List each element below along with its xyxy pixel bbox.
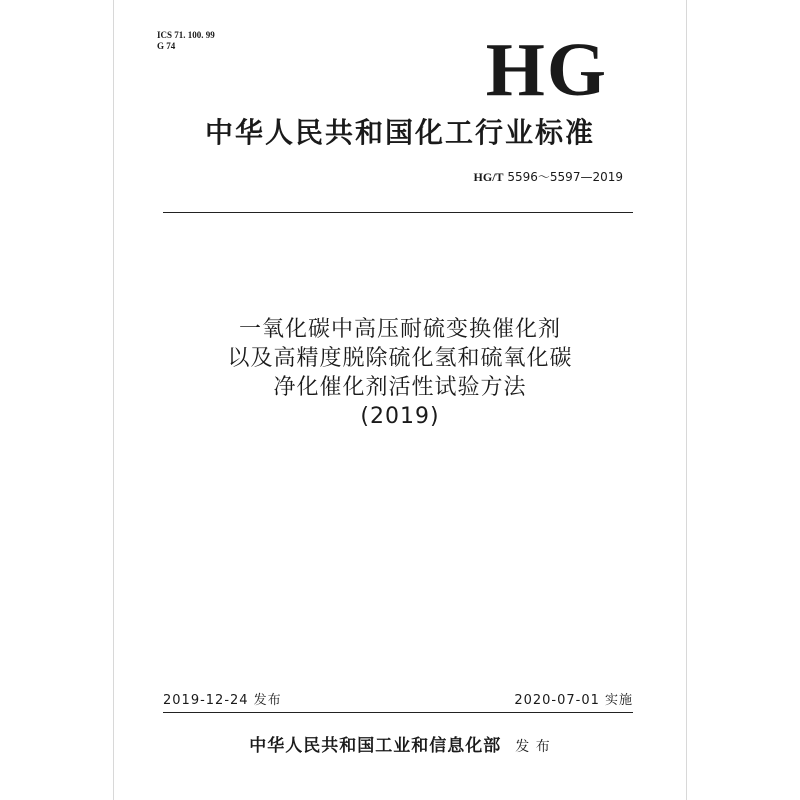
- standard-number-prefix: HG/T: [473, 170, 504, 184]
- ccs-code: G 74: [157, 41, 176, 51]
- publish-date: 2019-12-24 发布: [163, 693, 282, 708]
- issuer-action: 发 布: [515, 739, 551, 755]
- hg-logo: HG: [485, 28, 608, 112]
- issuer-line: [114, 735, 686, 758]
- top-divider: [163, 212, 633, 213]
- implement-date: 2020-07-01 实施: [514, 693, 633, 708]
- standard-number: [474, 170, 623, 184]
- standard-cover-page: [113, 0, 687, 800]
- bottom-divider: [163, 712, 633, 713]
- document-title-line: 以及高精度脱除硫化氢和硫氧化碳: [227, 346, 573, 371]
- document-title-year: (2019): [360, 404, 440, 429]
- issuer-organization: 中华人民共和国工业和信息化部: [249, 736, 502, 756]
- document-title-line: 净化催化剂活性试验方法: [273, 375, 527, 400]
- standard-category-title: 中华人民共和国化工行业标准: [204, 116, 595, 149]
- ics-code: ICS 71. 100. 99: [157, 30, 215, 40]
- document-title-line: 一氧化碳中高压耐硫变换催化剂: [238, 317, 561, 342]
- document-title: [114, 315, 686, 431]
- classification-codes: [157, 30, 215, 52]
- standard-number-value: 5596～5597—2019: [507, 170, 623, 184]
